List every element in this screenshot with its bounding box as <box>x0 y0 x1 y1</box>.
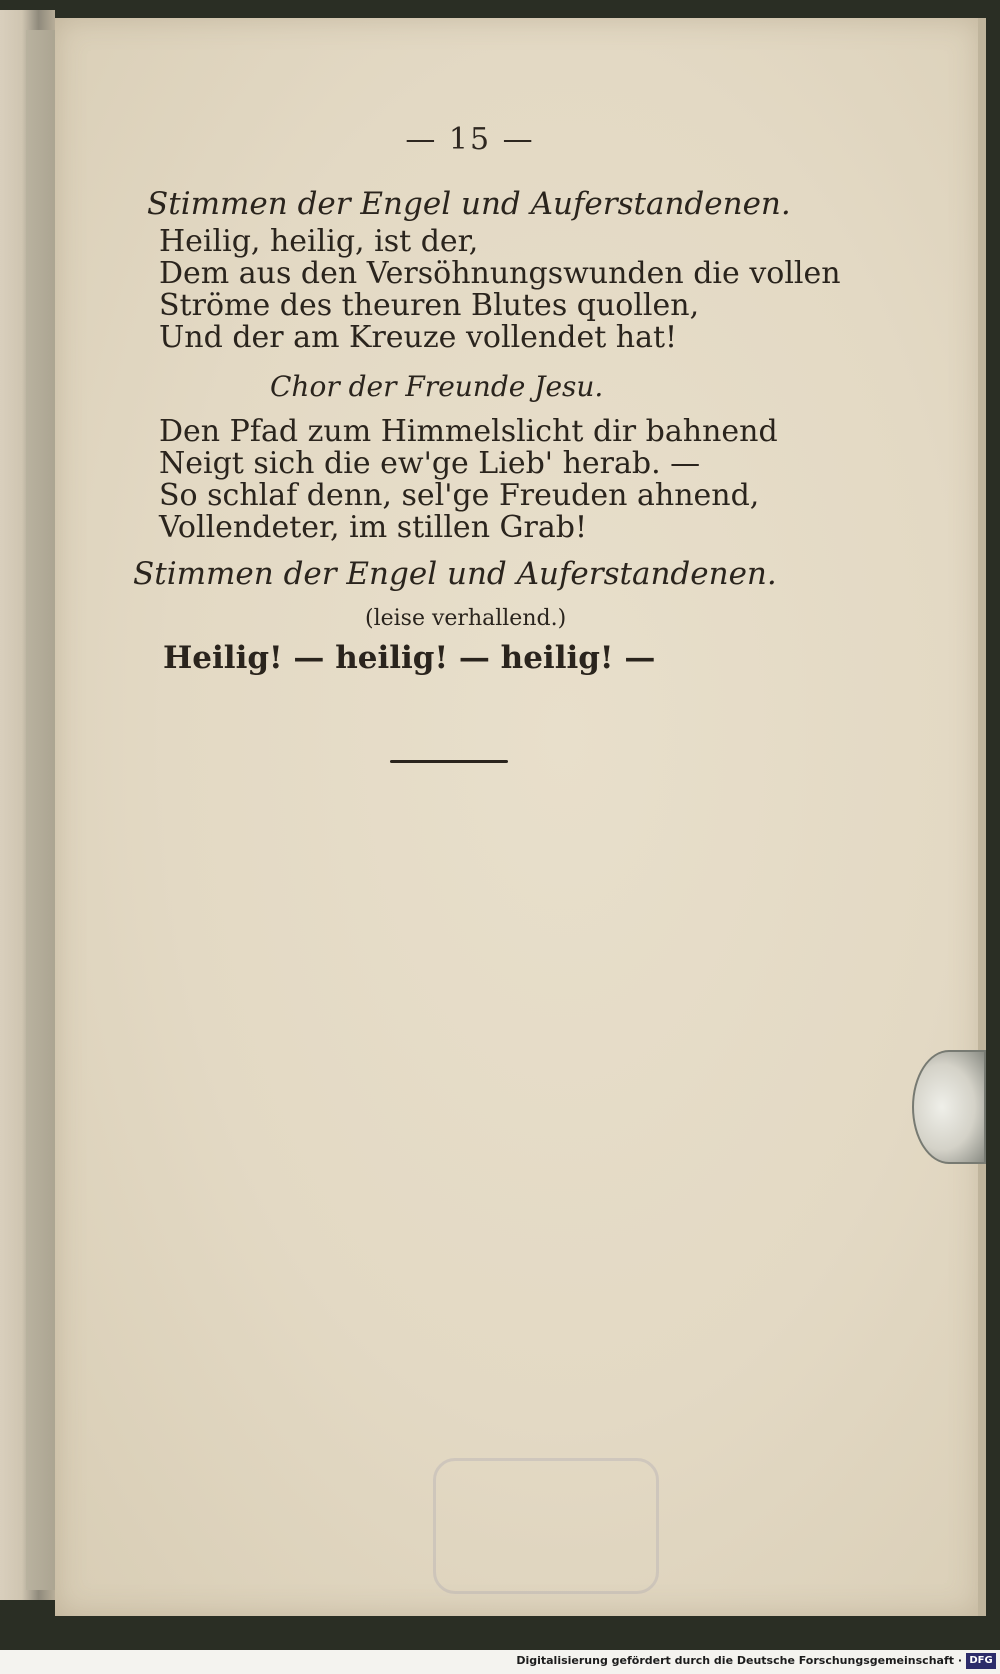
stanza-heading: Stimmen der Engel und Auferstandenen. <box>133 556 777 592</box>
verse-line: Den Pfad zum Himmelslicht dir bahnend <box>159 414 778 449</box>
book-page <box>55 18 986 1616</box>
digitization-footer <box>0 1650 1000 1674</box>
verse-line: Ströme des theuren Blutes quollen, <box>159 288 700 323</box>
verse-line: Dem aus den Versöhnungswunden die vollen <box>159 256 841 291</box>
page-clip <box>912 1050 986 1164</box>
page-number: — 15 — <box>405 122 535 157</box>
stanza-heading: Stimmen der Engel und Auferstandenen. <box>147 186 791 222</box>
dfg-logo: DFG <box>966 1653 996 1669</box>
verse-line: Heilig, heilig, ist der, <box>159 224 479 259</box>
verse-line: Neigt sich die ew'ge Lieb' herab. — <box>159 446 701 481</box>
stage-direction: (leise verhallend.) <box>365 606 567 631</box>
verse-line: So schlaf denn, sel'ge Freuden ahnend, <box>159 478 760 513</box>
verse-line: Und der am Kreuze vollendet hat! <box>159 320 678 355</box>
verse-line: Heilig! — heilig! — heilig! — <box>163 640 656 676</box>
verse-line: Vollendeter, im stillen Grab! <box>159 510 587 545</box>
page-edge <box>978 18 986 1616</box>
faded-stamp <box>433 1458 659 1594</box>
stanza-heading: Chor der Freunde Jesu. <box>270 370 604 403</box>
funding-credit: Digitalisierung gefördert durch die Deutsche Forschungsgemeinschaft · <box>516 1654 962 1667</box>
closing-rule <box>390 760 508 763</box>
